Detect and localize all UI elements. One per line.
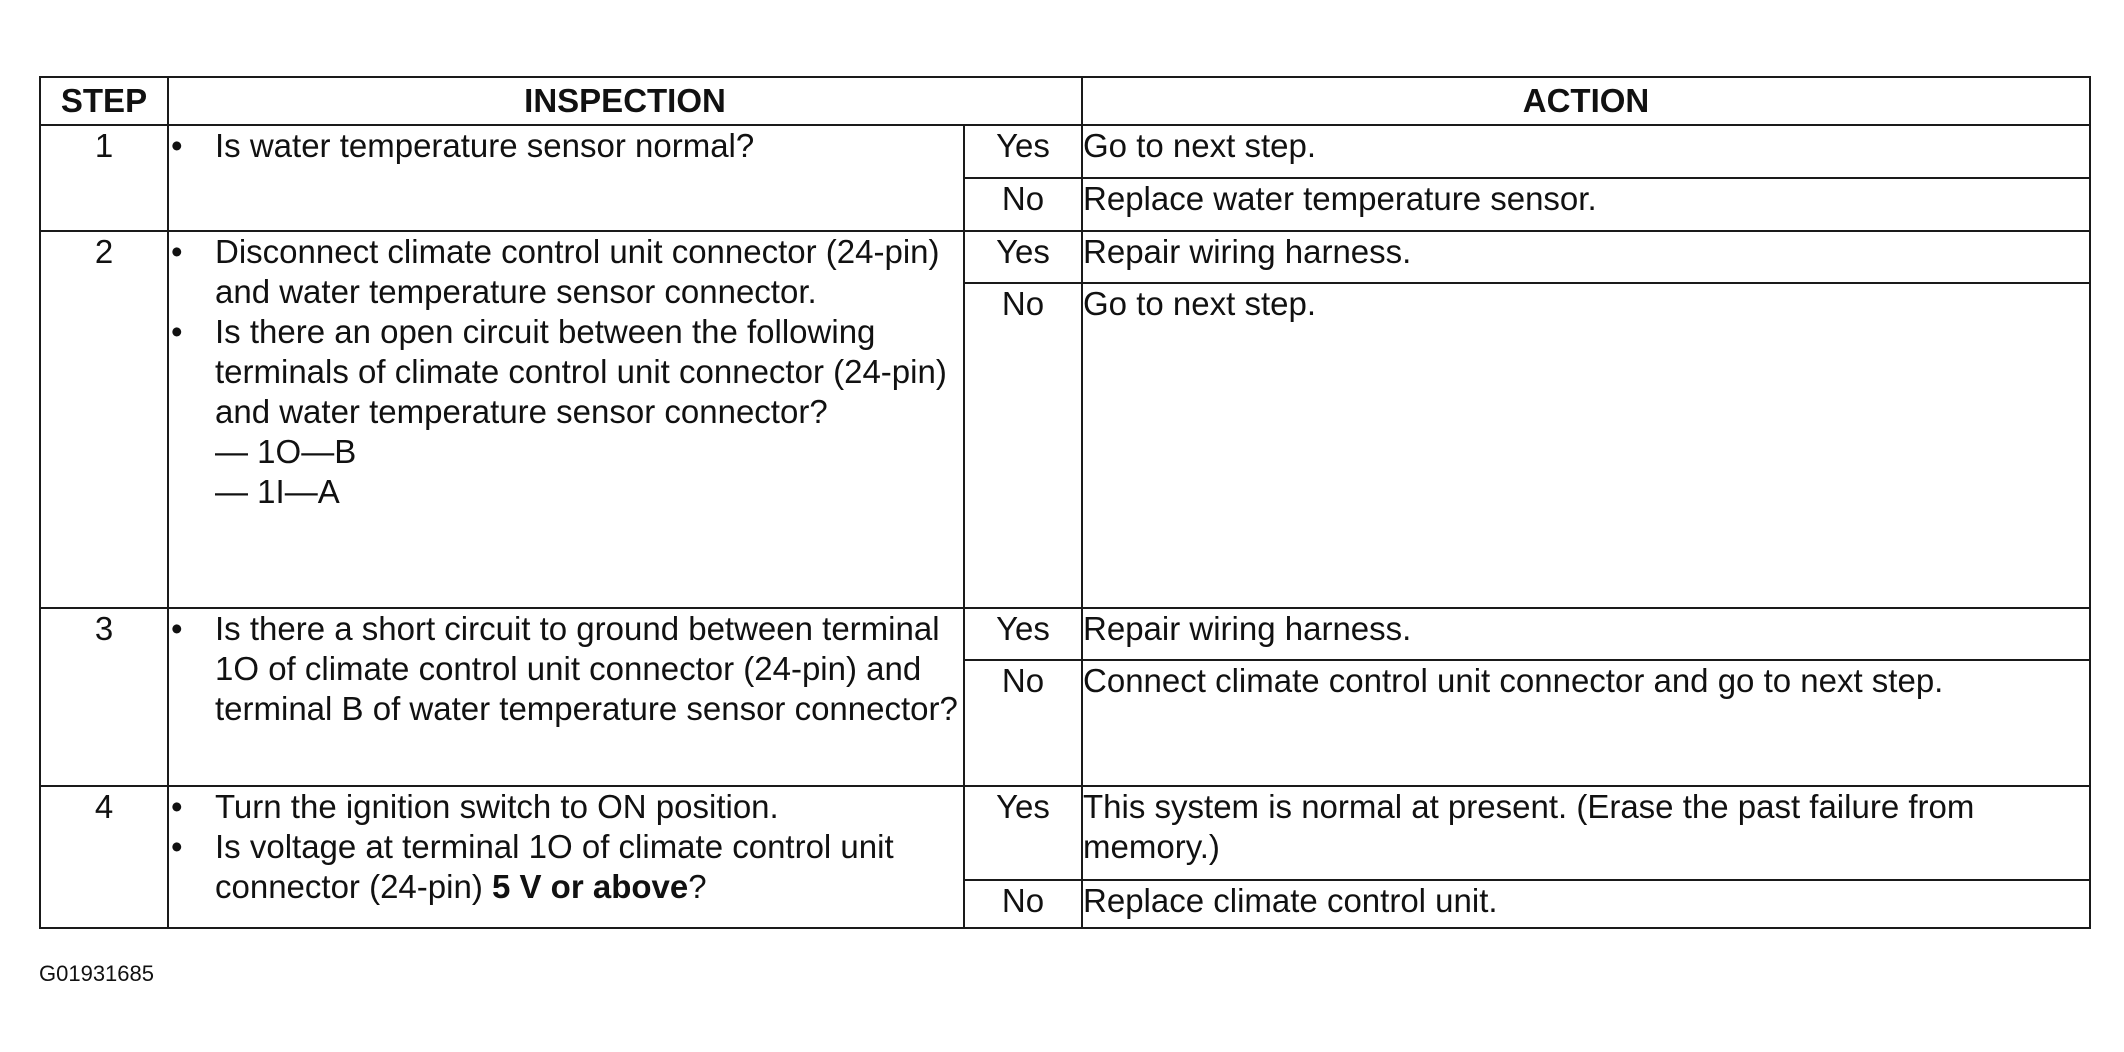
table-row: [40, 231, 2090, 283]
step-number: 4: [40, 786, 168, 928]
terminal-pair: — 1O—B: [215, 433, 357, 470]
inspection-item: [169, 312, 963, 512]
inspection-text: Is voltage at terminal 1O of climate control unit connector (24-pin): [215, 828, 894, 905]
header-inspection: INSPECTION: [168, 77, 1082, 125]
inspection-text: Is there an open circuit between the following terminals of climate control unit connector (24-pin) and water temperature sensor connector?: [215, 313, 947, 430]
voltage-threshold: 5 V or above: [491, 868, 689, 905]
step-number: 3: [40, 608, 168, 786]
yes-label: Yes: [964, 125, 1082, 178]
inspection-item: • Is there a short circuit to ground between terminal 1O of climate control unit connector (24-pin) and terminal B of water temperature sensor connector?: [169, 609, 963, 729]
table-row: [40, 786, 2090, 880]
inspection-item: [169, 827, 963, 907]
yes-action: Repair wiring harness.: [1082, 608, 2090, 660]
yes-label: Yes: [964, 786, 1082, 880]
inspection-item: • Disconnect climate control unit connector (24-pin) and water temperature sensor connector.: [169, 232, 963, 312]
header-row: [40, 77, 2090, 125]
no-label: No: [964, 660, 1082, 786]
yes-label: Yes: [964, 608, 1082, 660]
no-label: No: [964, 880, 1082, 928]
no-action: Connect climate control unit connector and go to next step.: [1082, 660, 2090, 786]
step-number: 2: [40, 231, 168, 608]
inspection-item: • Turn the ignition switch to ON position.: [169, 787, 963, 827]
inspection-cell: [168, 786, 964, 928]
no-label: No: [964, 178, 1082, 231]
table-row: [40, 608, 2090, 660]
terminal-pair: — 1I—A: [215, 473, 340, 510]
inspection-cell: [168, 608, 964, 786]
yes-label: Yes: [964, 231, 1082, 283]
yes-action: Go to next step.: [1082, 125, 2090, 178]
inspection-item: • Is water temperature sensor normal?: [169, 126, 963, 166]
no-action: Go to next step.: [1082, 283, 2090, 608]
figure-id: G01931685: [39, 961, 154, 986]
no-action: Replace climate control unit.: [1082, 880, 2090, 928]
no-action: Replace water temperature sensor.: [1082, 178, 2090, 231]
diagnostic-table: [39, 76, 2091, 929]
inspection-text-end: ?: [688, 868, 707, 905]
yes-action: This system is normal at present. (Erase the past failure from memory.): [1082, 786, 2090, 880]
inspection-cell: [168, 125, 964, 231]
header-step: STEP: [40, 77, 168, 125]
table-row: [40, 125, 2090, 178]
no-label: No: [964, 283, 1082, 608]
step-number: 1: [40, 125, 168, 231]
inspection-cell: [168, 231, 964, 608]
yes-action: Repair wiring harness.: [1082, 231, 2090, 283]
header-action: ACTION: [1082, 77, 2090, 125]
